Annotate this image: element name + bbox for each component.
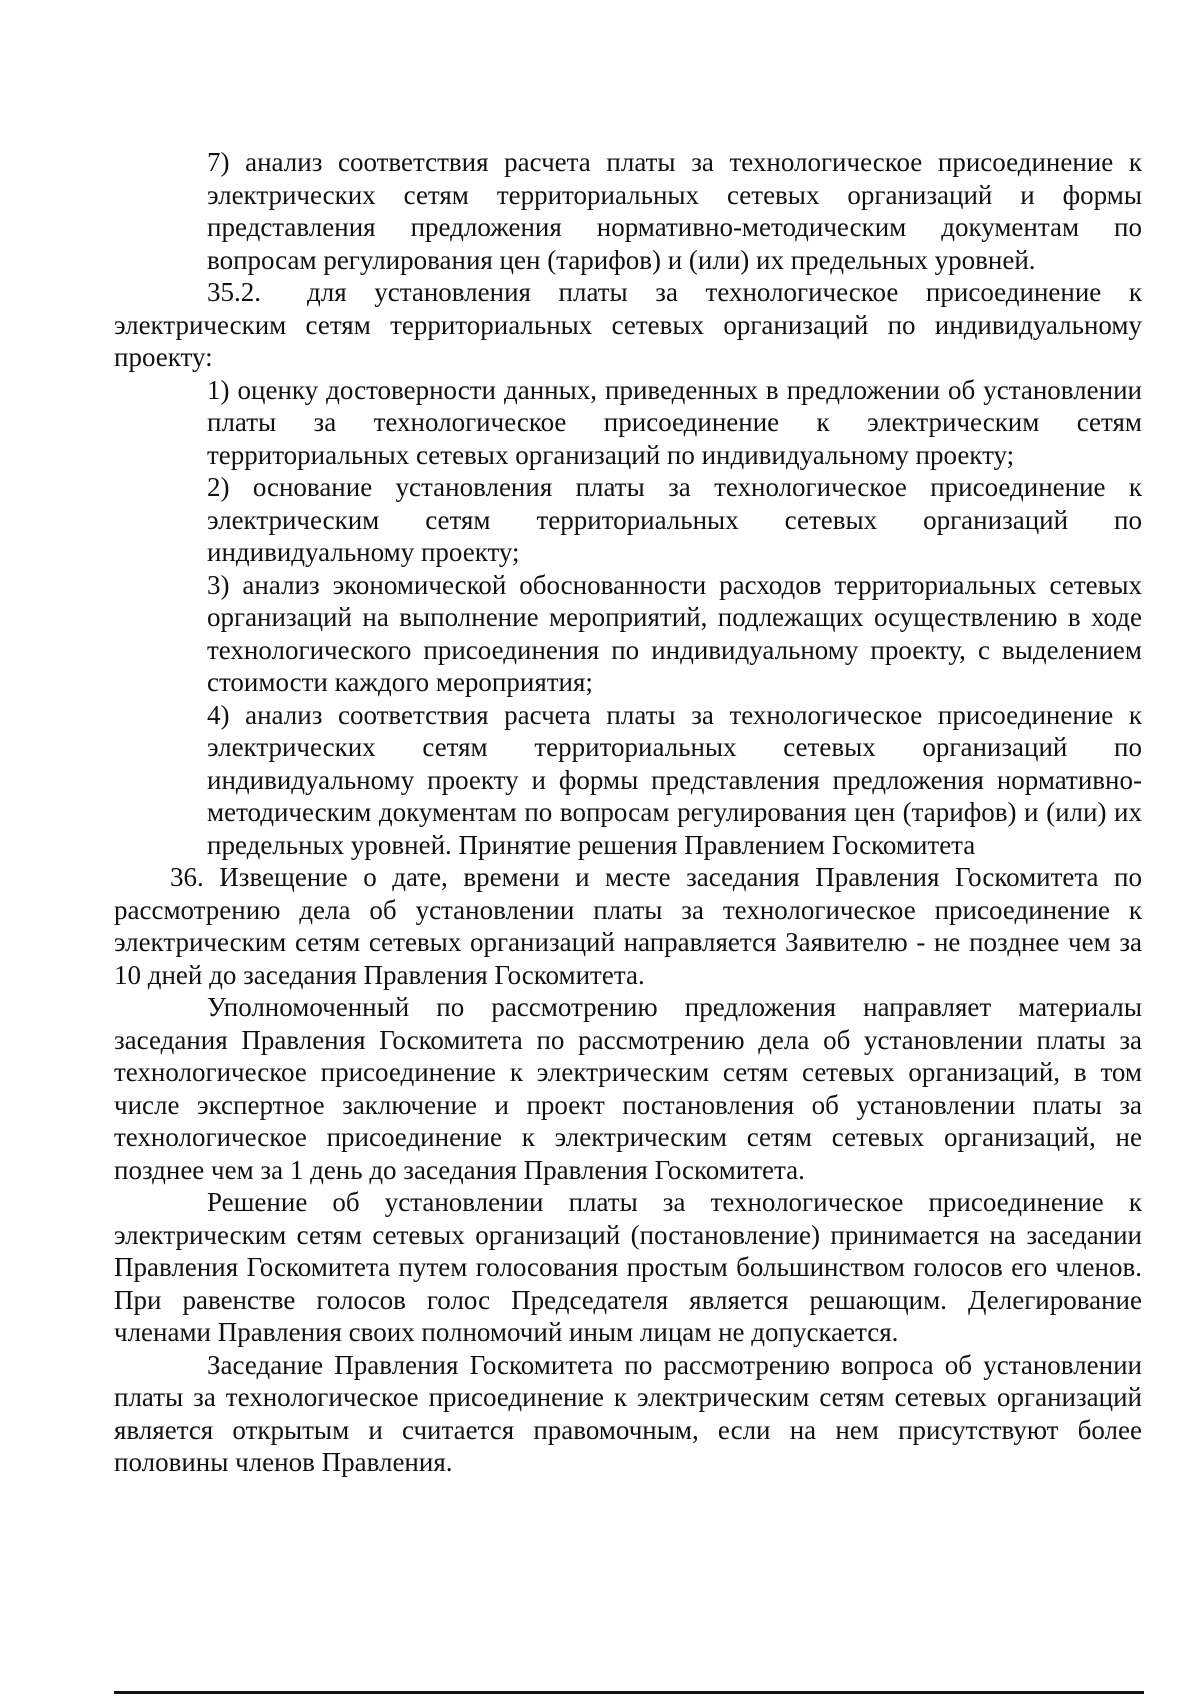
- clause-35-2: [114, 276, 1142, 374]
- clause-35-2-text: для установления платы за технологическое присоединение к электрическим сетям территориальных сетевых организаций по индивидуальному проекту:: [114, 277, 1142, 372]
- paragraph-decision: Решение об установлении платы за технологическое присоединение к электрическим сетям сетевых организаций (постановление) принимается на заседании Правления Госкомитета путем голосования простым большинством голосов его членов. При равенстве голосов голос Председателя является решающим. Делегирование членами Правления своих полномочий иным лицам не допускается.: [114, 1187, 1142, 1347]
- bottom-rule: [114, 1691, 1144, 1694]
- sub-item-1: 1) оценку достоверности данных, приведенных в предложении об установлении платы за технологическое присоединение к электрическим сетям территориальных сетевых организаций по индивидуальному проекту;: [207, 374, 1142, 470]
- document-body: [114, 146, 1142, 1479]
- paragraph-36: 36. Извещение о дате, времени и месте заседания Правления Госкомитета по рассмотрению дела об установлении платы за технологическое присоединение к электрическим сетям сетевых организаций направляется Заявителю - не позднее чем за 10 дней до заседания Правления Госкомитета.: [114, 862, 1142, 990]
- sub-item-3: 3) анализ экономической обоснованности расходов территориальных сетевых организаций на выполнение мероприятий, подлежащих осуществлению в ходе технологического присоединения по индивидуальному проекту, с выделением стоимости каждого мероприятия;: [207, 569, 1142, 697]
- clause-35-2-number: 35.2.: [207, 277, 261, 307]
- sub-item-2: 2) основание установления платы за технологическое присоединение к электрическим сетям территориальных сетевых организаций по индивидуальному проекту;: [207, 472, 1142, 567]
- paragraph-authorized-person: Уполномоченный по рассмотрению предложения направляет материалы заседания Правления Госкомитета по рассмотрению дела об установлении платы за технологическое присоединение к электрическим сетям сетевых организаций, в том числе экспертное заключение и проект постановления об установлении платы за технологическое присоединение к электрическим сетям сетевых организаций, не позднее чем за 1 день до заседания Правления Госкомитета.: [114, 992, 1142, 1185]
- sub-item-4: 4) анализ соответствия расчета платы за технологическое присоединение к электрических сетям территориальных сетевых организаций по индивидуальному проекту и формы представления предложения нормативно-методическим документам по вопросам регулирования цен (тарифов) и (или) их предельных уровней. Принятие решения Правлением Госкомитета: [207, 699, 1142, 860]
- paragraph-meeting: Заседание Правления Госкомитета по рассмотрению вопроса об установлении платы за технологическое присоединение к электрическим сетям сетевых организаций является открытым и считается правомочным, если на нем присутствуют более половины членов Правления.: [114, 1349, 1142, 1477]
- item-7: 7) анализ соответствия расчета платы за технологическое присоединение к электрических сетям территориальных сетевых организаций и формы представления предложения нормативно-методическим документам по вопросам регулирования цен (тарифов) и (или) их предельных уровней.: [207, 147, 1142, 275]
